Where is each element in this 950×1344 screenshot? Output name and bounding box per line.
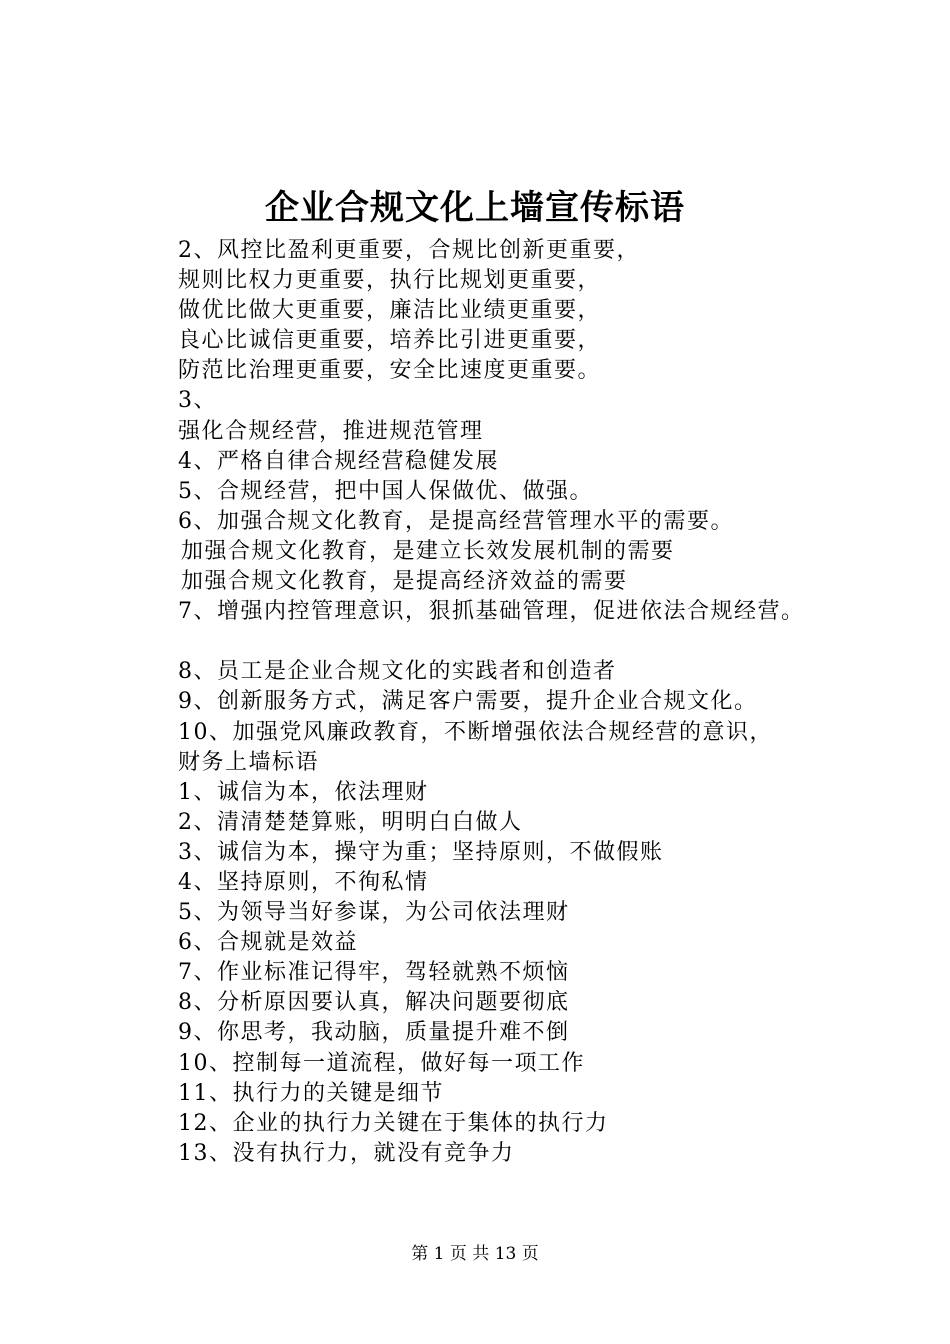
text-line: 9、你思考，我动脑，质量提升难不倒 xyxy=(178,1020,570,1046)
text-line: 5、为领导当好参谋，为公司依法理财 xyxy=(178,900,570,926)
text-line: 防范比治理更重要，安全比速度更重要。 xyxy=(178,358,602,384)
document-title: 企业合规文化上墙宣传标语 xyxy=(265,188,685,228)
text-line: 11、执行力的关键是细节 xyxy=(178,1080,444,1106)
text-line: 8、员工是企业合规文化的实践者和创造者 xyxy=(178,659,617,685)
text-line: 1、诚信为本，依法理财 xyxy=(178,779,429,805)
text-line: 加强合规文化教育，是建立长效发展机制的需要 xyxy=(181,538,675,564)
text-line: 3、诚信为本，操守为重；坚持原则，不做假账 xyxy=(178,839,664,865)
text-line: 3、 xyxy=(178,388,217,414)
blank-line xyxy=(178,627,938,657)
text-line: 规则比权力更重要，执行比规划更重要， xyxy=(178,268,602,294)
text-line: 12、企业的执行力关键在于集体的执行力 xyxy=(178,1110,609,1136)
text-line: 7、增强内控管理意识，狠抓基础管理，促进依法合规经营。 xyxy=(178,599,805,625)
text-line: 良心比诚信更重要，培养比引进更重要， xyxy=(178,328,602,354)
text-line: 6、合规就是效益 xyxy=(178,930,358,956)
text-line: 8、分析原因要认真，解决问题要彻底 xyxy=(178,990,570,1016)
text-line: 做优比做大更重要，廉洁比业绩更重要， xyxy=(178,298,602,324)
text-line: 2、风控比盈利更重要，合规比创新更重要， xyxy=(178,238,640,263)
text-line: 10、控制每一道流程，做好每一项工作 xyxy=(178,1050,585,1076)
text-line: 7、作业标准记得牢，驾轻就熟不烦恼 xyxy=(178,960,570,986)
text-line: 10、加强党风廉政教育，不断增强依法合规经营的意识， xyxy=(178,719,773,745)
text-line: 6、加强合规文化教育，是提高经营管理水平的需要。 xyxy=(178,508,734,534)
section-heading: 财务上墙标语 xyxy=(178,749,320,775)
text-line: 4、坚持原则，不徇私情 xyxy=(178,869,429,895)
document-body xyxy=(178,236,938,1169)
text-line: 13、没有执行力，就没有竞争力 xyxy=(178,1140,515,1166)
text-line: 4、严格自律合规经营稳健发展 xyxy=(178,448,499,474)
text-line: 5、合规经营，把中国人保做优、做强。 xyxy=(178,478,593,504)
text-line: 2、清清楚楚算账，明明白白做人 xyxy=(178,809,523,835)
text-line: 强化合规经营，推进规范管理 xyxy=(178,418,484,444)
text-line: 加强合规文化教育，是提高经济效益的需要 xyxy=(181,569,628,595)
page-footer: 第 1 页 共 13 页 xyxy=(411,1244,539,1264)
text-line: 9、创新服务方式，满足客户需要，提升企业合规文化。 xyxy=(178,689,758,715)
